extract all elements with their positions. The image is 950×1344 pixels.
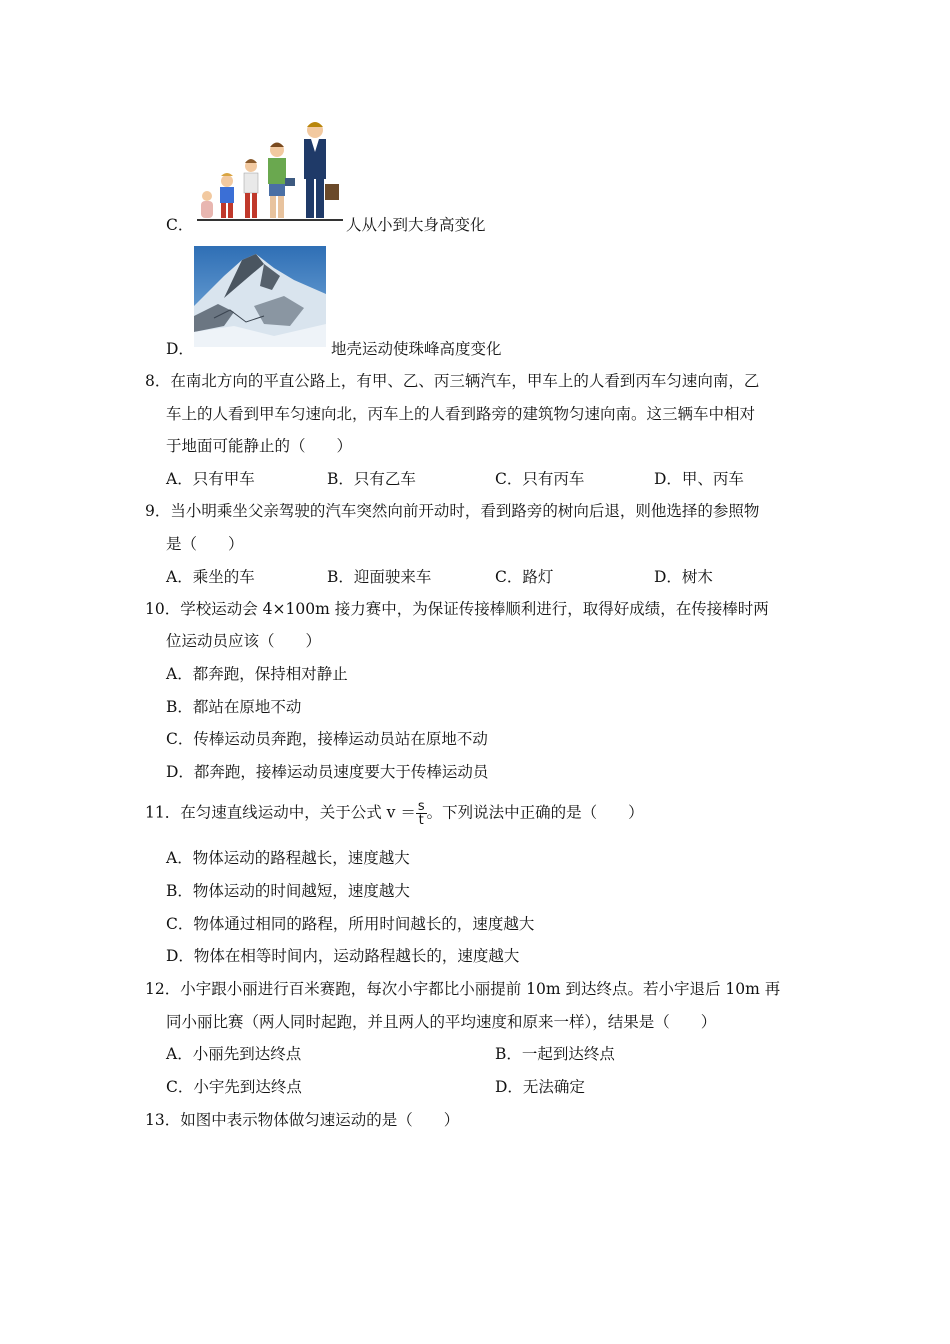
q11-stem-suffix: 。下列说法中正确的是（ ） (426, 803, 644, 822)
people-growth-illustration (197, 118, 343, 224)
q10-stem-line-2: 位运动员应该（ ） (166, 632, 322, 650)
q8-option-c: C．只有丙车 (495, 470, 585, 488)
q8-option-d: D．甲、丙车 (654, 470, 744, 488)
q11-option-b: B．物体运动的时间越短，速度越大 (166, 882, 410, 900)
q9-stem-line-2: 是（ ） (166, 535, 244, 553)
q10-option-a: A．都奔跑，保持相对静止 (166, 665, 348, 683)
q10-option-b: B．都站在原地不动 (166, 698, 302, 716)
q8-option-b: B．只有乙车 (327, 470, 416, 488)
q7-option-c-text: 人从小到大身高变化 (346, 216, 486, 234)
q12-option-a: A．小丽先到达终点 (166, 1045, 302, 1063)
q7-option-c-letter: C． (166, 216, 194, 234)
q7-option-d-letter: D． (166, 340, 194, 358)
mount-everest-photo (194, 246, 326, 347)
q12-option-d: D．无法确定 (495, 1078, 585, 1096)
q12-option-b: B．一起到达终点 (495, 1045, 615, 1063)
q11-stem-prefix: 11．在匀速直线运动中，关于公式 v ＝ (145, 803, 416, 822)
q9-stem-line-1: 9．当小明乘坐父亲驾驶的汽车突然向前开动时，看到路旁的树向后退，则他选择的参照物 (145, 502, 760, 520)
q12-stem-line-2: 同小丽比赛（两人同时起跑，并且两人的平均速度和原来一样），结果是（ ） (166, 1013, 717, 1031)
q9-option-a: A．乘坐的车 (166, 568, 255, 586)
q11-stem (145, 800, 644, 827)
q10-stem-line-1: 10．学校运动会 4×100m 接力赛中，为保证传接棒顺利进行，取得好成绩，在传接棒时两 (145, 600, 769, 618)
q12-stem-line-1: 12．小宇跟小丽进行百米赛跑，每次小宇都比小丽提前 10m 到达终点。若小宇退后 10m 再 (145, 980, 781, 998)
q8-stem-line-3: 于地面可能静止的（ ） (166, 437, 353, 455)
q9-option-d: D．树木 (654, 568, 713, 586)
q7-option-d-text: 地壳运动使珠峰高度变化 (331, 340, 502, 358)
q11-option-c: C．物体通过相同的路程，所用时间越长的，速度越大 (166, 915, 535, 933)
q9-option-c: C．路灯 (495, 568, 554, 586)
q13-stem: 13．如图中表示物体做匀速运动的是（ ） (145, 1111, 460, 1129)
q8-option-a: A．只有甲车 (166, 470, 255, 488)
q8-stem-line-2: 车上的人看到甲车匀速向北，丙车上的人看到路旁的建筑物匀速向南。这三辆车中相对 (166, 405, 756, 423)
q10-option-d: D．都奔跑，接棒运动员速度要大于传棒运动员 (166, 763, 489, 781)
speed-formula-fraction (416, 800, 427, 827)
q12-option-c: C．小宇先到达终点 (166, 1078, 302, 1096)
q11-option-d: D．物体在相等时间内，运动路程越长的，速度越大 (166, 947, 520, 965)
formula-denominator: t (418, 813, 424, 828)
q9-option-b: B．迎面驶来车 (327, 568, 432, 586)
q11-option-a: A．物体运动的路程越长，速度越大 (166, 849, 410, 867)
q8-stem-line-1: 8．在南北方向的平直公路上，有甲、乙、丙三辆汽车，甲车上的人看到丙车匀速向南，乙 (145, 372, 760, 390)
formula-numerator: s (417, 799, 425, 814)
q10-option-c: C．传棒运动员奔跑，接棒运动员站在原地不动 (166, 730, 488, 748)
